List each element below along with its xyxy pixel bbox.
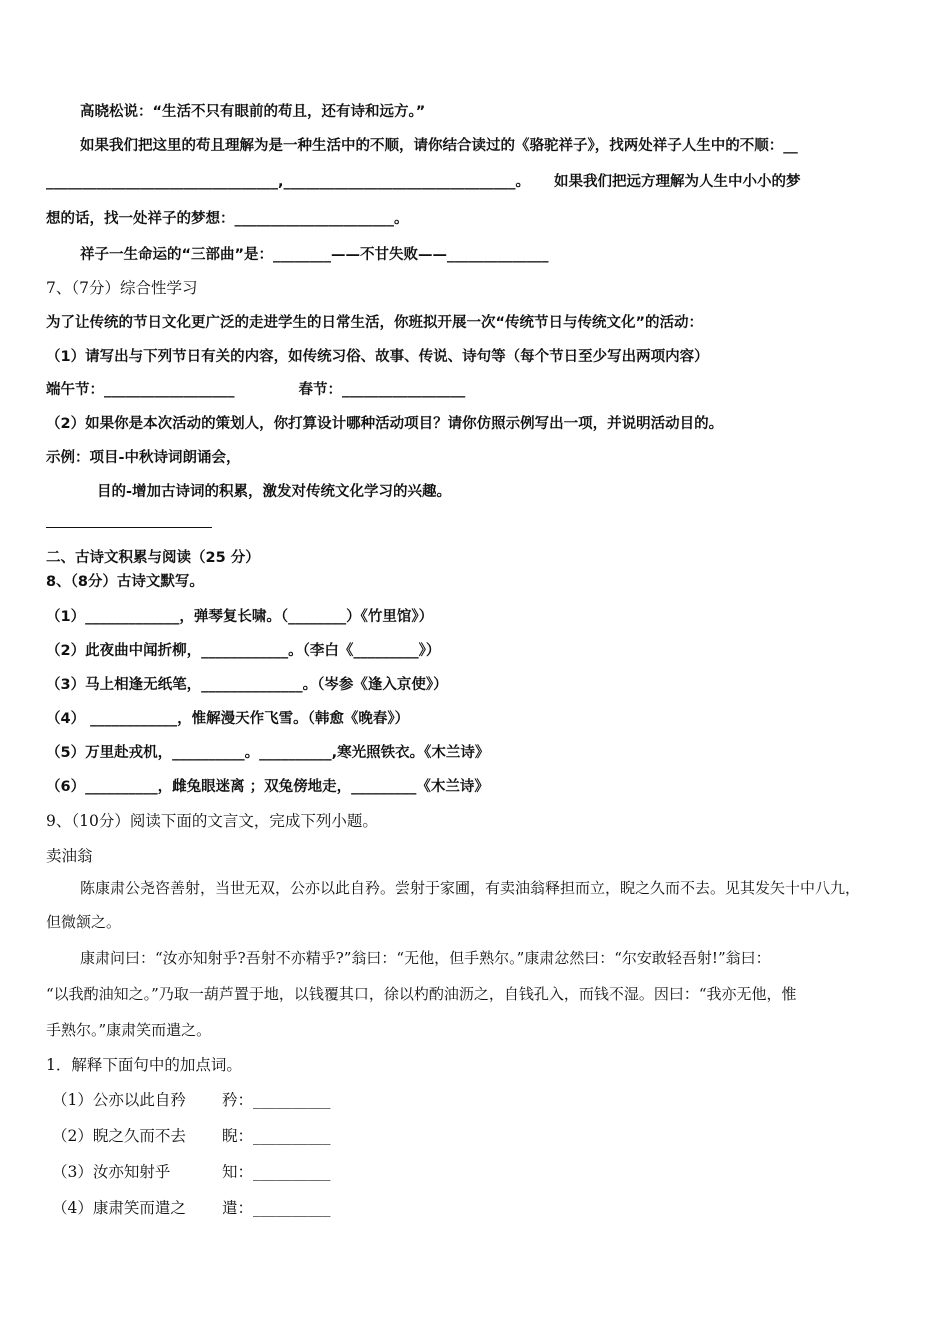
q9-sub1: 1．解释下面句中的加点词。 bbox=[46, 1056, 242, 1074]
vocab-answer: 矜：__________ bbox=[222, 1091, 331, 1109]
duanwu-field: 端午节：__________________ bbox=[46, 382, 235, 398]
passage-p2-line1: 康肃问曰：“汝亦知射乎?吾射不亦精乎?”翁曰：“无他，但手熟尔。”康肃忿然曰：“尔安敢轻吾射!”翁曰： bbox=[80, 949, 771, 967]
question-line: 如果我们把这里的苟且理解为是一种生活中的不顺，请你结合读过的《骆驼祥子》，找两处祥子人生中的不顺：__ bbox=[80, 138, 798, 154]
chunjie-field: 春节：_________________ bbox=[298, 382, 466, 398]
passage-p1-line1: 陈康肃公尧咨善射，当世无双，公亦以此自矜。尝射于家圃，有卖油翁释担而立，睨之久而不去。见其发矢十中八九， bbox=[80, 879, 861, 897]
q8-heading: 8、（8分）古诗文默写。 bbox=[46, 574, 204, 590]
q7-purpose: 目的-增加古诗词的积累，激发对传统文化学习的兴趣。 bbox=[97, 484, 452, 500]
q8-item-2: （2）此夜曲中闻折柳，____________。（李白《_________》） bbox=[46, 643, 441, 659]
vocab-item-4 bbox=[52, 1197, 910, 1219]
vocab-item-2 bbox=[52, 1125, 910, 1147]
dream-line: 想的话，找一处祥子的梦想：______________________。 bbox=[46, 211, 409, 227]
vocab-item-3 bbox=[52, 1161, 910, 1183]
passage-title: 卖油翁 bbox=[46, 847, 93, 865]
blank-2: ,________________________________。 bbox=[278, 174, 531, 190]
festival-line bbox=[46, 379, 910, 401]
vocab-sentence: （3）汝亦知射乎 bbox=[52, 1163, 171, 1181]
q8-item-3: （3）马上相逢无纸笔，______________。（岑参《逢入京使》） bbox=[46, 677, 448, 693]
answer-blank-line bbox=[46, 171, 910, 193]
vocab-answer: 知：__________ bbox=[222, 1163, 331, 1181]
q7-example: 示例：项目-中秋诗词朗诵会， bbox=[46, 450, 241, 466]
q9-heading: 9、（10分）阅读下面的文言文，完成下列小题。 bbox=[46, 812, 378, 830]
vocab-sentence: （1）公亦以此自矜 bbox=[52, 1091, 186, 1109]
q7-intro: 为了让传统的节日文化更广泛的走进学生的日常生活，你班拟开展一次“传统节日与传统文化”的活动： bbox=[46, 315, 704, 331]
q8-item-6: （6）__________，雌兔眼迷离 ；双兔傍地走，_________《木兰诗》 bbox=[46, 779, 489, 795]
q7-part1: （1）请写出与下列节日有关的内容，如传统习俗、故事、传说、诗句等（每个节日至少写出两项内容） bbox=[46, 349, 709, 365]
quote-line: 高晓松说：“生活不只有眼前的苟且，还有诗和远方。” bbox=[80, 104, 426, 120]
vocab-answer: 遣：__________ bbox=[222, 1199, 331, 1217]
q8-item-5: （5）万里赴戎机，__________。__________,寒光照铁衣。《木兰诗》 bbox=[46, 745, 490, 761]
blank-1: ________________________________ bbox=[46, 174, 278, 190]
passage-p2-line2: “以我酌油知之。”乃取一葫芦置于地，以钱覆其口，徐以杓酌油沥之，自钱孔入，而钱不湿。因曰：“我亦无他，惟 bbox=[46, 985, 797, 1003]
section2-heading: 二、古诗文积累与阅读（25 分） bbox=[46, 550, 260, 566]
passage-p1-line2: 但微颔之。 bbox=[46, 913, 122, 931]
trilogy-line: 祥子一生命运的“三部曲”是：________——不甘失败——______________ bbox=[80, 247, 549, 263]
q8-item-1: （1）_____________，弹琴复长啸。（________）《竹里馆》） bbox=[46, 609, 434, 625]
q7-heading: 7、（7分）综合性学习 bbox=[46, 279, 198, 297]
q7-part2: （2）如果你是本次活动的策划人，你打算设计哪种活动项目？请你仿照示例写出一项，并说明活动目的。 bbox=[46, 416, 724, 432]
vocab-sentence: （2）睨之久而不去 bbox=[52, 1127, 186, 1145]
answer-line bbox=[46, 527, 212, 528]
vocab-item-1 bbox=[52, 1089, 910, 1111]
vocab-sentence: （4）康肃笑而遣之 bbox=[52, 1199, 186, 1217]
passage-p2-line3: 手熟尔。”康肃笑而遣之。 bbox=[46, 1021, 212, 1039]
vocab-answer: 睨：__________ bbox=[222, 1127, 331, 1145]
dream-question: 如果我们把远方理解为人生中小小的梦 bbox=[554, 174, 801, 190]
q8-item-4: （4） ____________，惟解漫天作飞雪。（韩愈《晚春》） bbox=[46, 711, 410, 727]
